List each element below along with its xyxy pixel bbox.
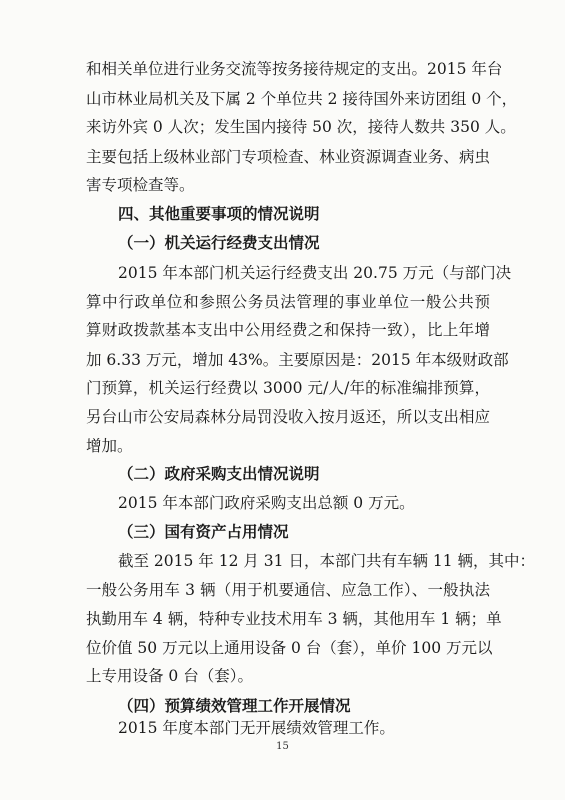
- body-text-line: 增加。: [86, 437, 133, 456]
- body-text-line: 另台山市公安局森林分局罚没收入按月返还，所以支出相应: [86, 407, 490, 426]
- body-text-line: 算财政拨款基本支出中公用经费之和保持一致），比上年增: [86, 321, 490, 340]
- body-text-line: 门预算，机关运行经费以 3000 元/人/年的标准编排预算，: [86, 379, 490, 398]
- subsection-heading: （四）预算绩效管理工作开展情况: [118, 696, 351, 715]
- subsection-heading: （一）机关运行经费支出情况: [118, 234, 320, 253]
- body-text-line: 一般公务用车 3 辆（用于机要通信、应急工作）、一般执法: [86, 580, 490, 599]
- page-number: 15: [276, 741, 289, 752]
- body-text-line: 加 6.33 万元，增加 43%。主要原因是：2015 年本级财政部: [86, 350, 509, 369]
- subsection-heading: （二）政府采购支出情况说明: [118, 465, 320, 483]
- section-heading: 四、其他重要事项的情况说明: [118, 204, 320, 223]
- body-text-line: 算中行政单位和参照公务员法管理的事业单位一般公共预: [86, 292, 490, 311]
- body-text-line: 2015 年本部门政府采购支出总额 0 万元。: [118, 494, 415, 513]
- body-text-line: 位价值 50 万元以上通用设备 0 台（套），单价 100 万元以: [86, 638, 493, 657]
- body-text-line: 上专用设备 0 台（套）。: [86, 667, 253, 686]
- body-text-line: 害专项检查等。: [86, 176, 195, 195]
- subsection-heading: （三）国有资产占用情况: [118, 522, 289, 541]
- body-text-line: 主要包括上级林业部门专项检查、林业资源调查业务、病虫: [86, 147, 490, 166]
- body-text-line: 2015 年本部门机关运行经费支出 20.75 万元（与部门决: [118, 263, 512, 282]
- body-text-line: 来访外宾 0 人次；发生国内接待 50 次，接待人数共 350 人。: [86, 118, 516, 137]
- body-text-line: 执勤用车 4 辆，特种专业技术用车 3 辆，其他用车 1 辆；单: [86, 610, 502, 629]
- body-text-line: 山市林业局机关及下属 2 个单位共 2 接待国外来访团组 0 个，: [86, 89, 518, 108]
- body-text-line: 截至 2015 年 12 月 31 日，本部门共有车辆 11 辆，其中：: [118, 552, 536, 571]
- body-text-line: 和相关单位进行业务交流等按务接待规定的支出。2015 年台: [86, 60, 503, 79]
- body-text-line: 2015 年度本部门无开展绩效管理工作。: [118, 719, 395, 737]
